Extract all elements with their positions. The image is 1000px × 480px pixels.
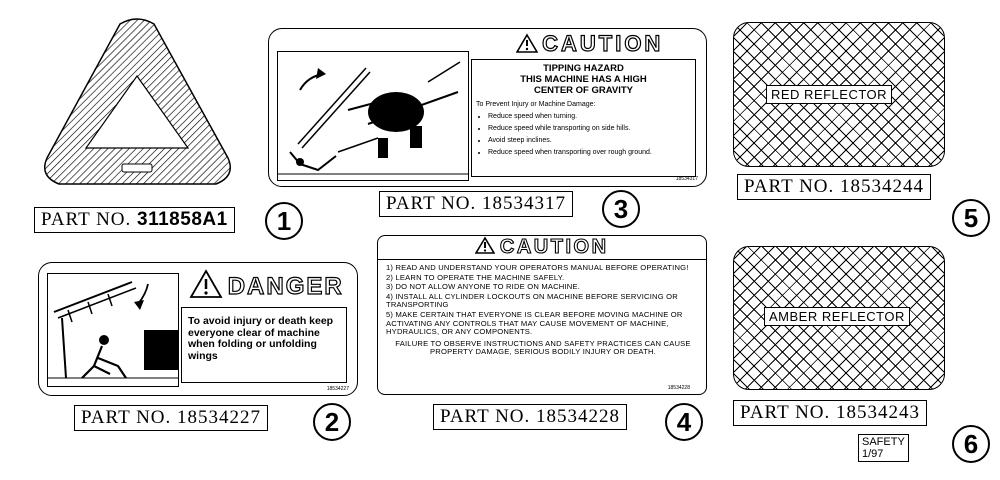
folding-pictogram [47,273,179,387]
warning-triangle-icon [189,269,223,299]
part-number-label-5: PART NO. 18534244 [737,174,931,200]
amber-reflector [733,246,945,390]
part-number-label-1 [34,207,235,233]
danger-folding-decal [38,262,358,396]
rule-4: 4) INSTALL ALL CYLINDER LOCKOUTS ON MACHINE BEFORE SERVICING OR TRANSPORTING [386,291,678,310]
decal-code: 18534228 [667,385,690,391]
rule-2: 2) LEARN TO OPERATE THE MACHINE SAFELY. [386,272,565,282]
tipping-hazard-decal [268,28,707,187]
warning-triangle-icon [516,33,538,53]
folding-wing-icon [48,274,178,386]
red-reflector [733,22,945,167]
callout-3: 3 [602,190,640,228]
caution-word: CAUTION [499,236,609,258]
danger-message: To avoid injury or death keep everyone clear of machine when folding or unfolding wings [181,307,347,383]
part-number-label-4: PART NO. 18534228 [433,404,627,430]
tipping-text-panel [471,59,696,177]
bullet-3: • Avoid steep inclines. [488,136,691,145]
decal-code: 18534317 [675,176,698,182]
title-line-3: CENTER OF GRAVITY [533,85,634,96]
danger-header [179,269,354,301]
rule-5: 5) MAKE CERTAIN THAT EVERYONE IS CLEAR BEFORE MOVING MACHINE OR ACTIVATING ANY CONTROLS THAT MAY CAUSE MOVEMENT OF MACHINE, HYDRAULICS, OR ANY COMPONENTS. [386,309,683,337]
tipping-machine-icon [278,52,468,180]
operating-caution-decal [377,235,707,395]
rule-1: 1) READ AND UNDERSTAND YOUR OPERATORS MANUAL BEFORE OPERATING! [386,263,689,272]
callout-2: 2 [313,403,351,441]
callout-1: 1 [265,202,303,240]
callout-6: 6 [952,425,990,463]
title-line-2: THIS MACHINE HAS A HIGH [520,74,647,85]
part-number-label-3: PART NO. 18534317 [379,191,573,217]
part-prefix: PART NO. [41,209,132,230]
callout-5: 5 [952,199,990,237]
danger-word: DANGER [227,273,344,300]
title-line-1: TIPPING HAZARD [543,63,624,74]
caution-header [378,236,706,260]
safety-date-stamp [858,434,909,462]
tipping-intro: To Prevent Injury or Machine Damage: [476,101,596,108]
stamp-line-1: SAFETY [862,436,905,448]
part-number-label-2: PART NO. 18534227 [74,405,268,431]
caution-footer: FAILURE TO OBSERVE INSTRUCTIONS AND SAFETY PRACTICES CAN CAUSE PROPERTY DAMAGE, SERIOUS BODILY INJURY OR DEATH. [395,338,691,357]
bullet-4: • Reduce speed when transporting over rough ground. [488,148,691,157]
part-number: 311858A1 [137,209,228,230]
part-number-label-6: PART NO. 18534243 [733,400,927,426]
amber-reflector-label: AMBER REFLECTOR [764,307,910,326]
bullet-2: • Reduce speed while transporting on side hills. [488,124,691,133]
red-reflector-label: RED REFLECTOR [766,85,892,104]
caution-word: CAUTION [542,31,664,56]
decal-code: 18534227 [326,386,349,392]
tipping-title [476,63,691,96]
callout-4: 4 [665,403,703,441]
bullet-1: • Reduce speed when turning. [488,112,691,121]
stamp-line-2: 1/97 [862,448,884,460]
caution-rules [386,264,700,358]
rule-3: 3) DO NOT ALLOW ANYONE TO RIDE ON MACHINE. [386,282,581,292]
slow-moving-vehicle-emblem [40,18,235,193]
tipping-pictogram [277,51,469,181]
caution-header [477,31,702,59]
warning-triangle-icon [475,236,495,254]
